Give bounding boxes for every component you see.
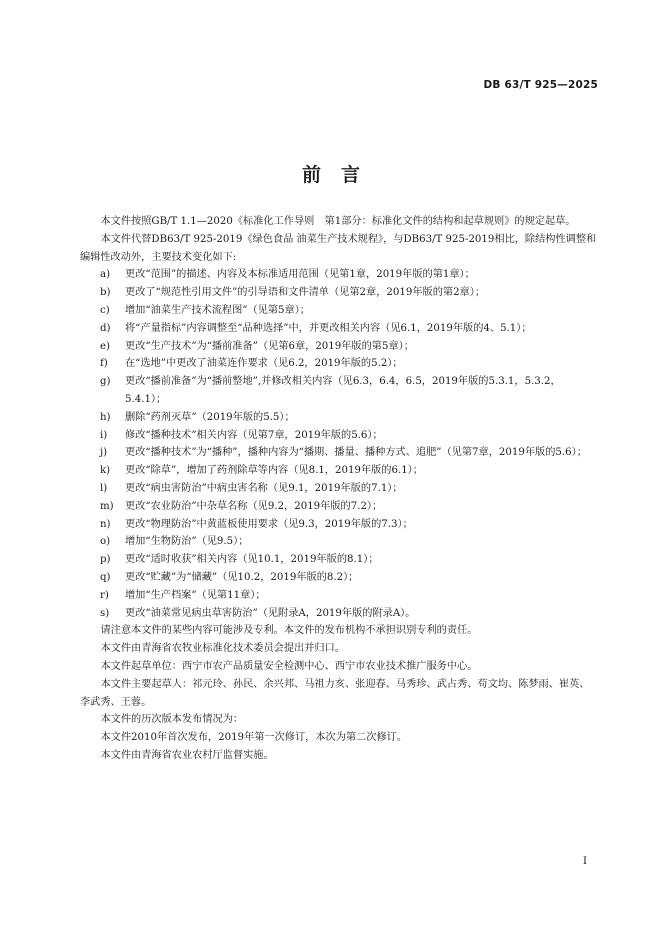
change-item [80, 551, 597, 569]
list-marker: b) [100, 287, 111, 299]
main-drafters: 本文件主要起草人：祁元玲、孙民、余兴邦、马祖力亥、张迎春、马秀珍、武占秀、苟文均、陈梦雨、崔英、李武秀、王蓉。 [80, 678, 590, 708]
change-text: 更改“油菜常见病虫草害防治”（见附录A，2019年版的附录A）。 [125, 607, 416, 619]
change-text: 更改“农业防治”中杂草名称（见9.2，2019年版的7.2）； [125, 500, 383, 512]
list-marker: k) [100, 465, 111, 477]
change-text: 更改“播种技术”为“播种”，播种内容为“播期、播量、播种方式、追肥”（见第7章，2019年版的5.6）； [125, 447, 587, 459]
patent-notice: 请注意本文件的某些内容可能涉及专利。本文件的发布机构不承担识别专利的责任。 [100, 625, 478, 637]
change-text: 增加“生产档案”（见第11章）； [125, 589, 266, 601]
intro-paragraph: 本文件代替DB63/T 925-2019《绿色食品 油菜生产技术规程》，与DB63/T 925-2019相比，除结构性调整和编辑性改动外，主要技术变化如下: [80, 233, 597, 263]
list-marker: h) [100, 411, 111, 423]
change-item [80, 587, 597, 605]
intro-paragraph: 本文件按照GB/T 1.1—2020《标准化工作导则 第1部分：标准化文件的结构和起草规则》的规定起草。 [100, 216, 576, 227]
change-item [80, 569, 597, 587]
change-item [80, 533, 597, 551]
list-marker: d) [100, 322, 111, 334]
list-marker: o) [100, 536, 111, 548]
list-marker: r) [100, 589, 109, 601]
supervision-statement: 本文件由青海省农业农村厅监督实施。 [100, 749, 274, 761]
change-text: 在“选地”中更改了油菜连作要求（见6.2，2019年版的5.2）； [125, 358, 403, 370]
change-text: 更改“物理防治”中黄蓝板使用要求（见9.3，2019年版的7.3）； [125, 518, 413, 530]
change-item [80, 480, 597, 498]
change-text: 更改“适时收获”相关内容（见10.1，2019年版的8.1）； [125, 554, 379, 566]
change-text: 更改“除草”，增加了药剂除草等内容（见8.1，2019年版的6.1）； [125, 465, 423, 477]
change-text: 将“产量指标”内容调整至“品种选择”中，并更改相关内容（见6.1，2019年版的4、5.1）； [125, 322, 532, 334]
list-marker: m) [100, 500, 114, 512]
version-history: 本文件2010年首次发布，2019年第一次修订，本次为第二次修订。 [100, 732, 408, 744]
drafting-units: 本文件起草单位：西宁市农产品质量安全检测中心、西宁市农业技术推广服务中心。 [100, 660, 478, 672]
change-text: 增加“生物防治”（见9.5）； [125, 536, 249, 548]
change-text: 更改“生产技术”为“播前准备”（见第6章，2019年版的第5章）； [125, 340, 414, 352]
change-item [80, 320, 597, 338]
change-item [80, 302, 597, 320]
list-marker: l) [100, 482, 108, 494]
list-marker: j) [100, 447, 108, 459]
change-item [80, 266, 597, 284]
page-title: 前言 [301, 164, 380, 186]
change-list [80, 266, 597, 622]
list-marker: f) [100, 358, 108, 370]
list-marker: n) [100, 518, 111, 530]
change-text: 更改“贮藏”为“储藏”（见10.2，2019年版的8.2）； [125, 571, 359, 583]
change-item [80, 284, 597, 302]
document-code: DB 63/T 925—2025 [483, 79, 598, 91]
list-marker: a) [100, 269, 111, 281]
list-marker: p) [100, 554, 111, 566]
proposer-statement: 本文件由青海省农牧业标准化技术委员会提出并归口。 [100, 643, 345, 655]
foreword-body [80, 213, 597, 765]
change-item [80, 444, 597, 462]
change-item [80, 409, 597, 427]
list-marker: s) [100, 607, 110, 619]
change-item [80, 605, 597, 623]
list-marker: i) [100, 429, 108, 441]
change-item [80, 373, 597, 409]
list-marker: c) [100, 304, 110, 316]
change-item [80, 338, 597, 356]
change-text: 更改“范围”的描述、内容及本标准适用范围（见第1章，2019年版的第1章）； [125, 269, 475, 281]
change-item [80, 355, 597, 373]
change-item [80, 462, 597, 480]
change-text: 更改“播前准备”为“播前整地”,并修改相关内容（见6.3，6.4，6.5，2019年版的5.3.1，5.3.2，5.4.1）； [125, 376, 561, 405]
page-number: I [583, 856, 587, 867]
list-marker: g) [100, 376, 111, 388]
change-item [80, 498, 597, 516]
change-text: 修改“播种技术”相关内容（见第7章，2019年版的5.6）； [125, 429, 383, 441]
change-text: 删除“药剂灭草”（2019年版的5.5）； [125, 411, 295, 423]
change-item [80, 427, 597, 445]
change-item [80, 516, 597, 534]
list-marker: e) [100, 340, 111, 352]
change-text: 增加“油菜生产技术流程图”（见第5章）； [125, 304, 310, 316]
version-history-heading: 本文件的历次版本发布情况为： [100, 714, 244, 726]
change-text: 更改“病虫害防治”中病虫害名称（见9.1，2019年版的7.1）； [125, 482, 403, 494]
list-marker: q) [100, 571, 111, 583]
change-text: 更改了“规范性引用文件”的引导语和文件清单（见第2章，2019年版的第2章）； [125, 287, 486, 299]
